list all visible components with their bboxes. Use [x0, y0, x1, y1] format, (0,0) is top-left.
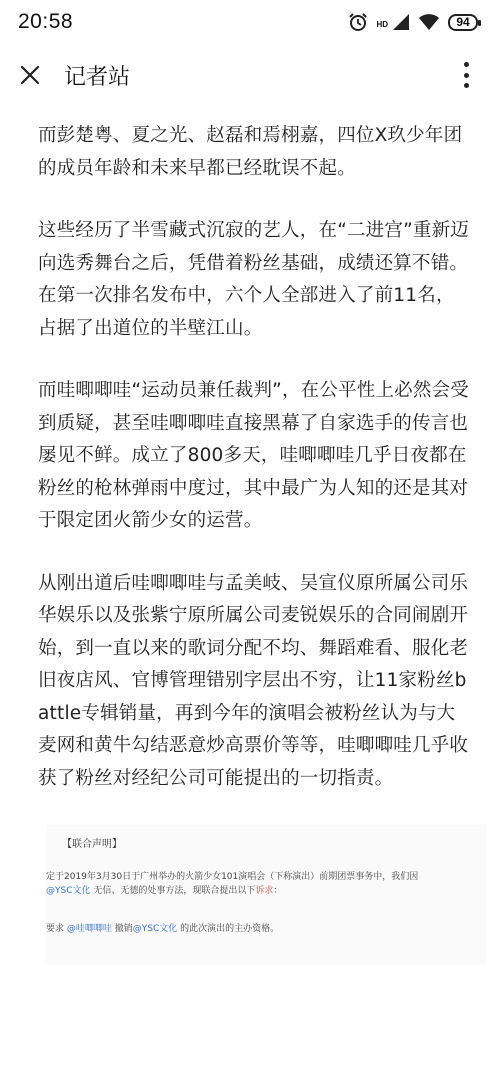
- article-paragraph: 而彭楚粤、夏之光、赵磊和焉栩嘉，四位X玖少年团的成员年龄和未来早都已经耽误不起。: [38, 125, 463, 179]
- more-dot: [464, 73, 469, 78]
- statement-title: 【联合声明】: [62, 839, 122, 850]
- page-title: 记者站: [64, 64, 131, 90]
- mention-ysc: @YSC文化: [132, 924, 178, 934]
- demand-keyword: 诉求: [255, 886, 274, 896]
- nav-bar: [0, 44, 500, 106]
- statement-image: [46, 825, 486, 965]
- status-icons: [348, 12, 478, 32]
- statement-text: 要求: [46, 924, 67, 934]
- statement-line: [46, 921, 279, 934]
- article-paragraph: 这些经历了半雪藏式沉寂的艺人，在“二进宫”重新迈向选秀舞台之后，凭借着粉丝基础，成绩还算不错。在第一次排名发布中，六个人全部进入了前11名，占据了出道位的半壁江山。: [38, 220, 469, 339]
- battery-icon: [448, 14, 478, 31]
- article-paragraph: 而哇唧唧哇“运动员兼任裁判”，在公平性上必然会受到质疑，甚至哇唧唧哇直接黑幕了自家选手的传言也屡见不鲜。成立了800多天，哇唧唧哇几乎日夜都在粉丝的枪林弹雨中度过，其中最广为人知的还是其对于限定团火箭少女的运营。: [38, 380, 469, 531]
- mention-ysc: @YSC文化: [46, 886, 91, 896]
- statement-text: ：: [273, 886, 283, 896]
- battery-level: 94: [456, 15, 470, 29]
- alarm-icon: [348, 12, 368, 32]
- article-body: [0, 106, 500, 965]
- status-time: 20:58: [18, 10, 74, 33]
- article-paragraph: 从刚出道后哇唧唧哇与孟美岐、吴宣仪原所属公司乐华娱乐以及张紫宁原所属公司麦锐娱乐的合同闹剧开始，到一直以来的歌词分配不均、舞蹈难看、服化老旧夜店风、官博管理错别字层出不穷，让11家粉丝battle专辑销量，再到今年的演唱会被粉丝认为与大麦网和黄牛勾结恶意炒高票价等等，哇唧唧哇几乎收获了粉丝对经纪公司可能提出的一切指责。: [38, 572, 469, 789]
- mention-wajijiwa: @哇唧唧哇: [66, 924, 112, 934]
- more-dot: [464, 62, 469, 67]
- statement-text: 撤销: [111, 924, 133, 934]
- status-bar: [0, 0, 500, 44]
- more-dot: [464, 83, 469, 88]
- wifi-icon: [418, 13, 440, 31]
- hd-label: HD: [376, 20, 388, 29]
- statement-text: 无信、无德的处事方法，现联合提出以下: [90, 886, 256, 896]
- more-icon[interactable]: [454, 62, 478, 88]
- statement-text: 的此次演出的主办资格。: [177, 924, 280, 934]
- signal-icon: [392, 13, 410, 31]
- statement-line: 定于2019年3月30日于广州举办的火箭少女101演唱会（下称演出）前期团票事务中，我们因: [46, 872, 419, 882]
- statement-line: [46, 883, 282, 896]
- close-icon[interactable]: [18, 63, 42, 87]
